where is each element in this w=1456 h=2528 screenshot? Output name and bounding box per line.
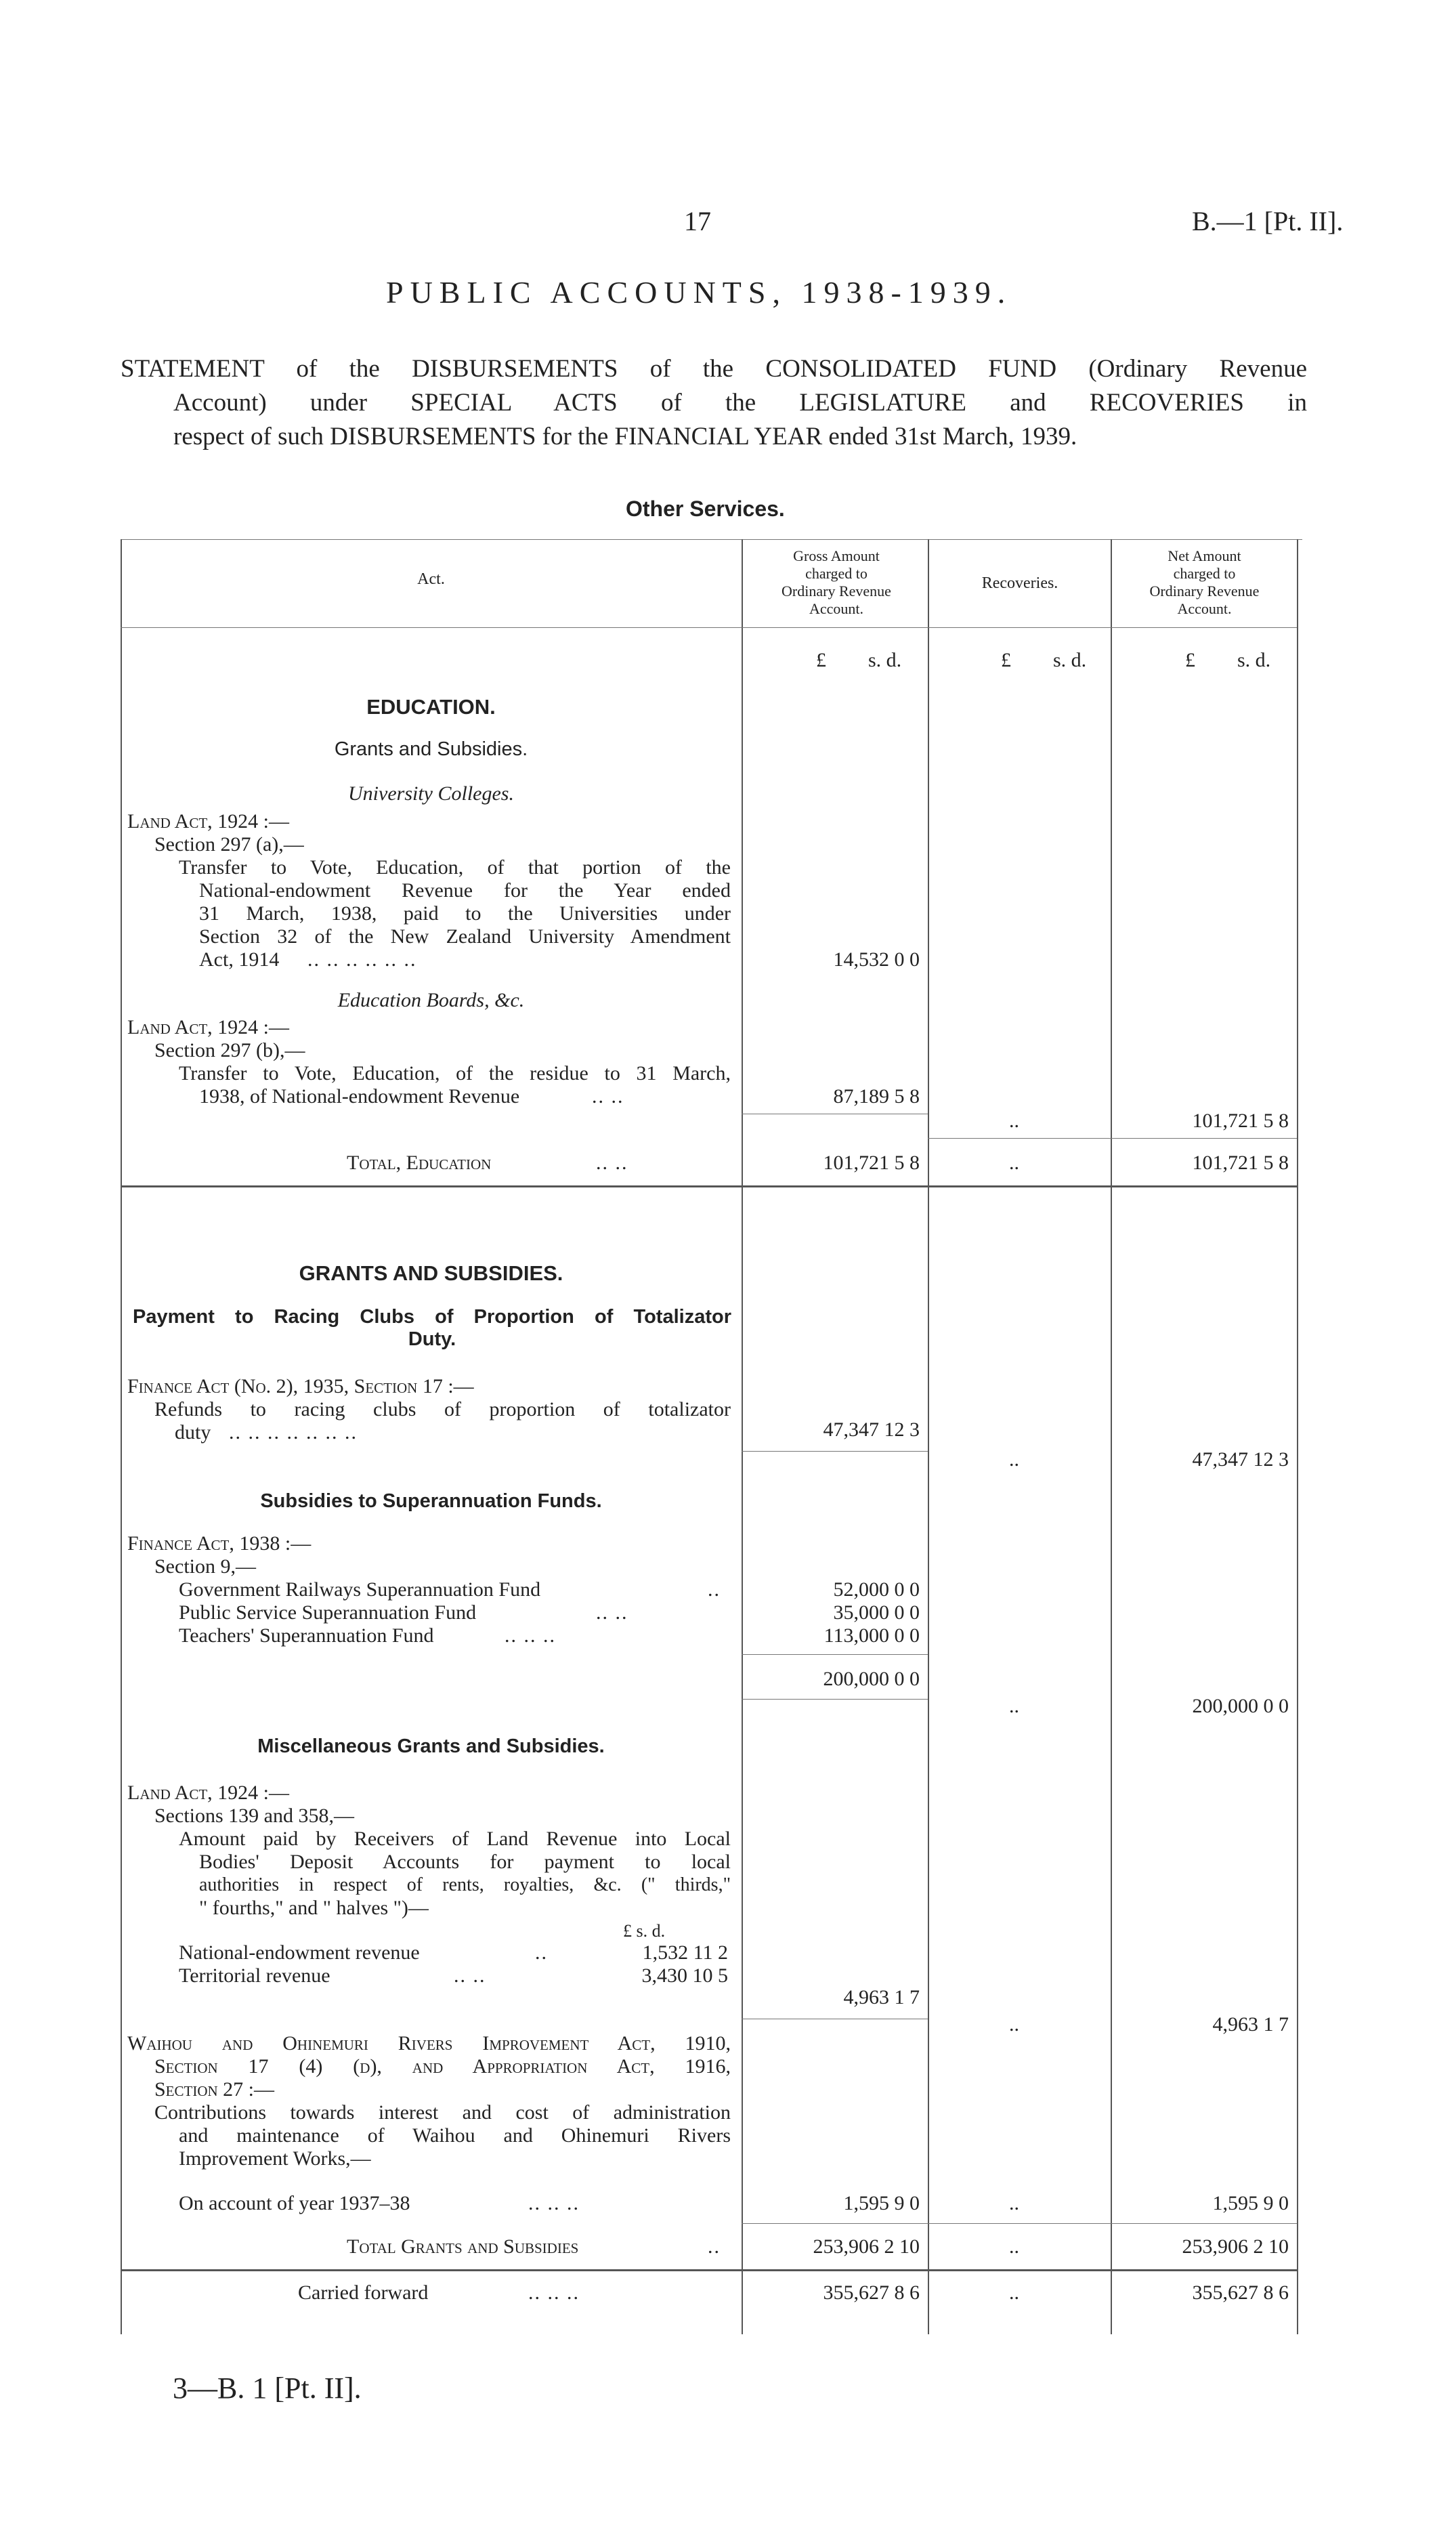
column-header-recoveries: Recoveries. <box>981 574 1058 592</box>
waihou-act-text <box>127 2032 731 2101</box>
gross-header-line: charged to <box>805 565 868 582</box>
text-line: Amount paid by Receivers of Land Revenue into Local <box>179 1828 731 1850</box>
recoveries-nil: .. <box>1009 1448 1019 1471</box>
inner-lsd-header: £ s. d. <box>623 1921 666 1941</box>
carried-forward-gross: 355,627 8 6 <box>823 2281 920 2304</box>
on-account-gross: 1,595 9 0 <box>843 2192 920 2214</box>
statement-heading <box>121 352 1307 454</box>
statement-line-1: STATEMENT of the DISBURSEMENTS of the CONSOLIDATED FUND (Ordinary Revenue <box>121 355 1307 383</box>
text-span: duty <box>175 1421 211 1444</box>
superannuation-heading: Subsidies to Superannuation Funds. <box>260 1490 602 1512</box>
table-top-rule <box>121 539 1302 540</box>
total-education-gross: 101,721 5 8 <box>823 1152 920 1174</box>
recoveries-nil: .. <box>1009 2192 1019 2214</box>
leader-dots: .. .. .. <box>505 1624 556 1647</box>
superannuation-gross-total: 200,000 0 0 <box>823 1668 920 1690</box>
text-line: National-endowment Revenue for the Year ended <box>199 879 731 902</box>
net-header-line: Account. <box>1177 600 1232 617</box>
gross-sd-header: s. d. <box>868 649 902 671</box>
text-line: Bodies' Deposit Accounts for payment to local <box>199 1851 731 1873</box>
carried-forward-net: 355,627 8 6 <box>1192 2281 1289 2304</box>
refunds-gross: 47,347 12 3 <box>823 1418 920 1441</box>
university-colleges-heading: University Colleges. <box>348 782 514 805</box>
total-education-net: 101,721 5 8 <box>1192 1152 1289 1174</box>
text-line: Transfer to Vote, Education, of that portion of the <box>179 856 731 879</box>
recoveries-nil: .. <box>1009 1110 1019 1132</box>
national-endowment-revenue: National-endowment revenue <box>179 1941 420 1964</box>
racing-clubs-heading <box>133 1306 731 1351</box>
leader-dots: .. <box>535 1941 548 1964</box>
recoveries-pound-header: £ <box>1001 649 1011 671</box>
recoveries-nil: .. <box>1009 2235 1019 2258</box>
table-left-border <box>121 539 122 2334</box>
boards-transfer-text <box>179 1062 731 1108</box>
territorial-amount: 3,430 10 5 <box>641 1964 728 1987</box>
public-service-fund: Public Service Superannuation Fund <box>179 1601 477 1624</box>
national-endowment-amount: 1,532 11 2 <box>642 1941 728 1964</box>
refunds-net: 47,347 12 3 <box>1192 1448 1289 1471</box>
superannuation-net-total: 200,000 0 0 <box>1192 1695 1289 1717</box>
misc-grants-heading: Miscellaneous Grants and Subsidies. <box>257 1735 605 1757</box>
education-net-amount: 101,721 5 8 <box>1192 1110 1289 1132</box>
refunds-text <box>154 1398 731 1444</box>
total-education-label: Total, Education <box>347 1152 492 1174</box>
teachers-amount: 113,000 0 0 <box>823 1624 920 1647</box>
page-title: PUBLIC ACCOUNTS, 1938-1939. <box>386 275 1012 310</box>
text-line: Waihou and Ohinemuri Rivers Improvement Act, 1910, <box>127 2032 731 2055</box>
education-boards-heading: Education Boards, &c. <box>337 989 525 1011</box>
column-header-net <box>1112 547 1297 618</box>
total-grants-gross: 253,906 2 10 <box>813 2235 920 2258</box>
on-account-net: 1,595 9 0 <box>1212 2192 1289 2214</box>
leader-dots: .. .. .. .. .. .. <box>307 948 417 971</box>
text-line: 31 March, 1938, paid to the Universities under <box>199 902 731 925</box>
land-act-1924-c: Land Act, 1924 :— <box>127 1782 290 1804</box>
carried-forward-label: Carried forward <box>298 2281 429 2304</box>
receivers-amount-text <box>179 1828 731 1920</box>
leader-dots: .. .. <box>454 1964 486 1987</box>
text-line: Refunds to racing clubs of proportion of totalizator <box>154 1398 731 1420</box>
subtitle: Other Services. <box>626 497 785 521</box>
leader-dots: .. <box>708 2235 721 2258</box>
rule <box>742 1654 928 1655</box>
page-number: 17 <box>684 206 711 236</box>
net-header-line: charged to <box>1173 565 1236 582</box>
govt-railways-fund: Government Railways Superannuation Fund <box>179 1578 541 1601</box>
text-line: and maintenance of Waihou and Ohinemuri Rivers <box>179 2124 731 2147</box>
text-line: authorities in respect of rents, royalties, &c. (" thirds," <box>199 1874 731 1895</box>
net-header-line: Ordinary Revenue <box>1149 583 1260 599</box>
statement-line-2: Account) under SPECIAL ACTS of the LEGISLATURE and RECOVERIES in <box>173 389 1307 417</box>
text-line <box>199 1085 731 1108</box>
gross-header-line: Gross Amount <box>793 547 880 564</box>
leader-dots: .. .. <box>596 1601 628 1624</box>
land-act-1924-b: Land Act, 1924 :— <box>127 1016 290 1038</box>
total-grants-label: Total Grants and Subsidies <box>347 2235 579 2258</box>
education-section-rule <box>121 1185 1297 1187</box>
recoveries-sd-header: s. d. <box>1053 649 1087 671</box>
territorial-revenue: Territorial revenue <box>179 1964 330 1987</box>
column-divider-recoveries <box>928 539 929 2334</box>
leader-dots: .. .. .. .. .. .. .. <box>229 1421 358 1444</box>
on-account-year: On account of year 1937–38 <box>179 2192 410 2214</box>
statement-line-3: respect of such DISBURSEMENTS for the FINANCIAL YEAR ended 31st March, 1939. <box>173 423 1077 450</box>
teachers-fund: Teachers' Superannuation Fund <box>179 1624 434 1647</box>
total-grants-net: 253,906 2 10 <box>1182 2235 1289 2258</box>
column-header-gross <box>745 547 928 618</box>
text-line <box>175 1421 731 1444</box>
recoveries-nil: .. <box>1009 2013 1019 2036</box>
misc-net-amount: 4,963 1 7 <box>1212 2013 1289 2036</box>
recoveries-nil: .. <box>1009 1695 1019 1717</box>
text-line: Improvement Works,— <box>179 2147 371 2170</box>
misc-gross-amount: 4,963 1 7 <box>843 1986 920 2008</box>
education-heading: EDUCATION. <box>366 695 496 719</box>
leader-dots: .. .. <box>596 1152 628 1174</box>
document-reference: B.—1 [Pt. II]. <box>1192 206 1344 236</box>
finance-act-1938: Finance Act, 1938 :— <box>127 1532 312 1555</box>
table-right-border <box>1297 539 1298 2334</box>
net-header-line: Net Amount <box>1168 547 1241 564</box>
footer-reference: 3—B. 1 [Pt. II]. <box>173 2372 362 2405</box>
column-divider-net <box>1111 539 1112 2334</box>
column-header-act: Act. <box>417 570 445 588</box>
text-span: 1938, of National-endowment Revenue <box>199 1085 520 1108</box>
grants-heading: GRANTS AND SUBSIDIES. <box>299 1261 563 1285</box>
leader-dots: .. .. .. <box>528 2192 580 2214</box>
recoveries-nil: .. <box>1009 2281 1019 2304</box>
text-line: Section 17 (4) (d), and Appropriation Act, 1916, <box>154 2055 731 2078</box>
section-297-b: Section 297 (b),— <box>154 1039 305 1061</box>
rule <box>742 2223 1297 2224</box>
education-subheading: Grants and Subsidies. <box>334 738 528 760</box>
grants-section-rule <box>121 2269 1297 2271</box>
section-297-a: Section 297 (a),— <box>154 833 304 856</box>
contributions-text <box>154 2101 731 2170</box>
text-line: Section 27 :— <box>154 2078 275 2101</box>
section-9: Section 9,— <box>154 1555 256 1578</box>
leader-dots: .. .. .. <box>528 2281 580 2304</box>
gross-header-line: Account. <box>809 600 864 617</box>
boards-gross-amount: 87,189 5 8 <box>833 1085 920 1108</box>
land-act-1924: Land Act, 1924 :— <box>127 810 290 833</box>
net-sd-header: s. d. <box>1237 649 1271 671</box>
govt-railways-amount: 52,000 0 0 <box>833 1578 920 1601</box>
text-line: " fourths," and " halves ")— <box>199 1897 429 1919</box>
sections-139-358: Sections 139 and 358,— <box>154 1805 354 1827</box>
column-divider-gross <box>742 539 743 2334</box>
leader-dots: .. .. <box>592 1085 624 1108</box>
public-service-amount: 35,000 0 0 <box>833 1601 920 1624</box>
leader-dots: .. <box>708 1578 721 1601</box>
net-pound-header: £ <box>1185 649 1195 671</box>
finance-act-1935: Finance Act (No. 2), 1935, Section 17 :— <box>127 1375 474 1397</box>
heading-line: Duty. <box>408 1328 456 1350</box>
header-bottom-rule <box>121 627 1297 628</box>
text-line <box>199 948 731 971</box>
university-transfer-text <box>179 856 731 971</box>
gross-header-line: Ordinary Revenue <box>781 583 891 599</box>
rule <box>928 1138 1297 1139</box>
text-line: Section 32 of the New Zealand University Amendment <box>199 925 731 948</box>
university-gross-amount: 14,532 0 0 <box>833 948 920 971</box>
rule <box>742 1699 928 1700</box>
text-line: Contributions towards interest and cost of administration <box>154 2101 731 2124</box>
rule <box>742 1451 928 1452</box>
text-span: Act, 1914 <box>199 948 280 971</box>
gross-pound-header: £ <box>816 649 826 671</box>
heading-line: Payment to Racing Clubs of Proportion of Totalizator <box>133 1306 731 1328</box>
text-line: Transfer to Vote, Education, of the residue to 31 March, <box>179 1062 731 1084</box>
recoveries-nil: .. <box>1009 1152 1019 1174</box>
